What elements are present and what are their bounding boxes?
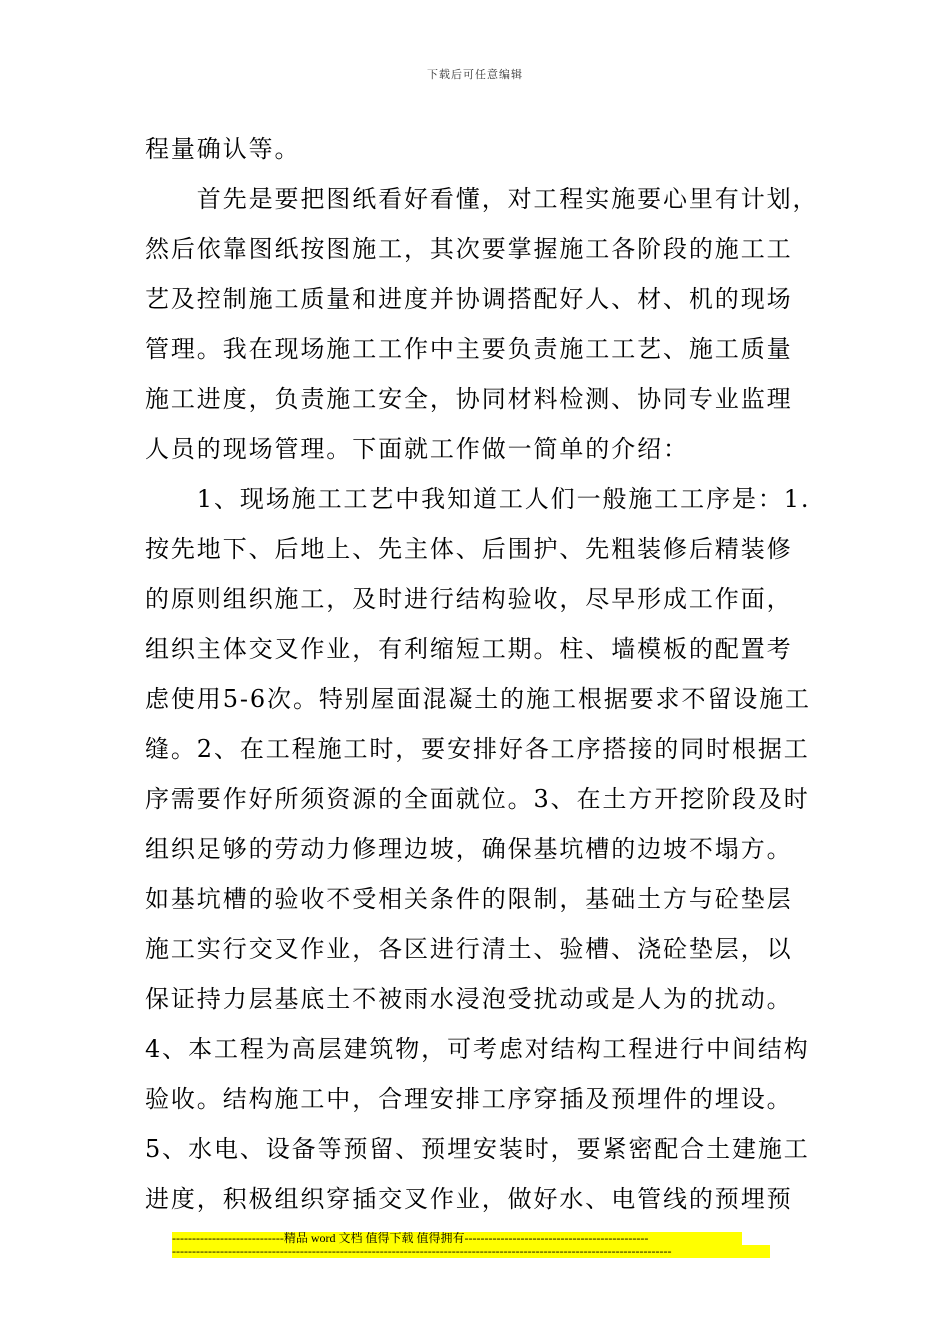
body-line: 1、现场施工工艺中我知道工人们一般施工工序是：1. [145, 485, 811, 513]
body-line: 组织主体交叉作业，有利缩短工期。柱、墙模板的配置考 [145, 635, 793, 663]
body-line: 艺及控制施工质量和进度并协调搭配好人、材、机的现场 [145, 285, 793, 313]
body-line: 然后依靠图纸按图施工，其次要掌握施工各阶段的施工工 [145, 235, 793, 263]
body-line: 管理。我在现场施工工作中主要负责施工工艺、施工质量 [145, 335, 793, 363]
body-line: 验收。结构施工中，合理安排工序穿插及预埋件的埋设。 [145, 1085, 793, 1113]
footer-banner-line-1: ----------------------------精品 word 文档 值得下载 值得拥有---------------------------------------------- [172, 1232, 742, 1245]
body-line: 人员的现场管理。下面就工作做一简单的介绍： [145, 435, 689, 463]
footer-banner-line-2: ----------------------------------------------------------------------------------------------------------------------------- [172, 1245, 770, 1258]
body-line: 进度，积极组织穿插交叉作业，做好水、电管线的预埋预 [145, 1185, 793, 1213]
body-line: 保证持力层基底土不被雨水浸泡受扰动或是人为的扰动。 [145, 985, 793, 1013]
body-line: 首先是要把图纸看好看懂，对工程实施要心里有计划， [145, 185, 819, 213]
body-line: 施工进度，负责施工安全，协同材料检测、协同专业监理 [145, 385, 793, 413]
body-line: 的原则组织施工，及时进行结构验收，尽早形成工作面， [145, 585, 793, 613]
body-line: 如基坑槽的验收不受相关条件的限制，基础土方与砼垫层 [145, 885, 793, 913]
body-line: 缝。2、在工程施工时，要安排好各工序搭接的同时根据工 [145, 735, 810, 763]
body-line: 施工实行交叉作业，各区进行清土、验槽、浇砼垫层，以 [145, 935, 793, 963]
body-line: 序需要作好所须资源的全面就位。3、在土方开挖阶段及时 [145, 785, 810, 813]
body-line: 5、水电、设备等预留、预埋安装时，要紧密配合土建施工 [145, 1135, 810, 1163]
page-header: 下载后可任意编辑 [427, 68, 523, 81]
body-line: 按先地下、后地上、先主体、后围护、先粗装修后精装修 [145, 535, 793, 563]
body-line: 程量确认等。 [145, 135, 301, 163]
body-line: 4、本工程为高层建筑物，可考虑对结构工程进行中间结构 [145, 1035, 810, 1063]
body-line: 组织足够的劳动力修理边坡，确保基坑槽的边坡不塌方。 [145, 835, 793, 863]
body-line: 虑使用5-6次。特别屋面混凝土的施工根据要求不留设施工 [145, 685, 811, 713]
